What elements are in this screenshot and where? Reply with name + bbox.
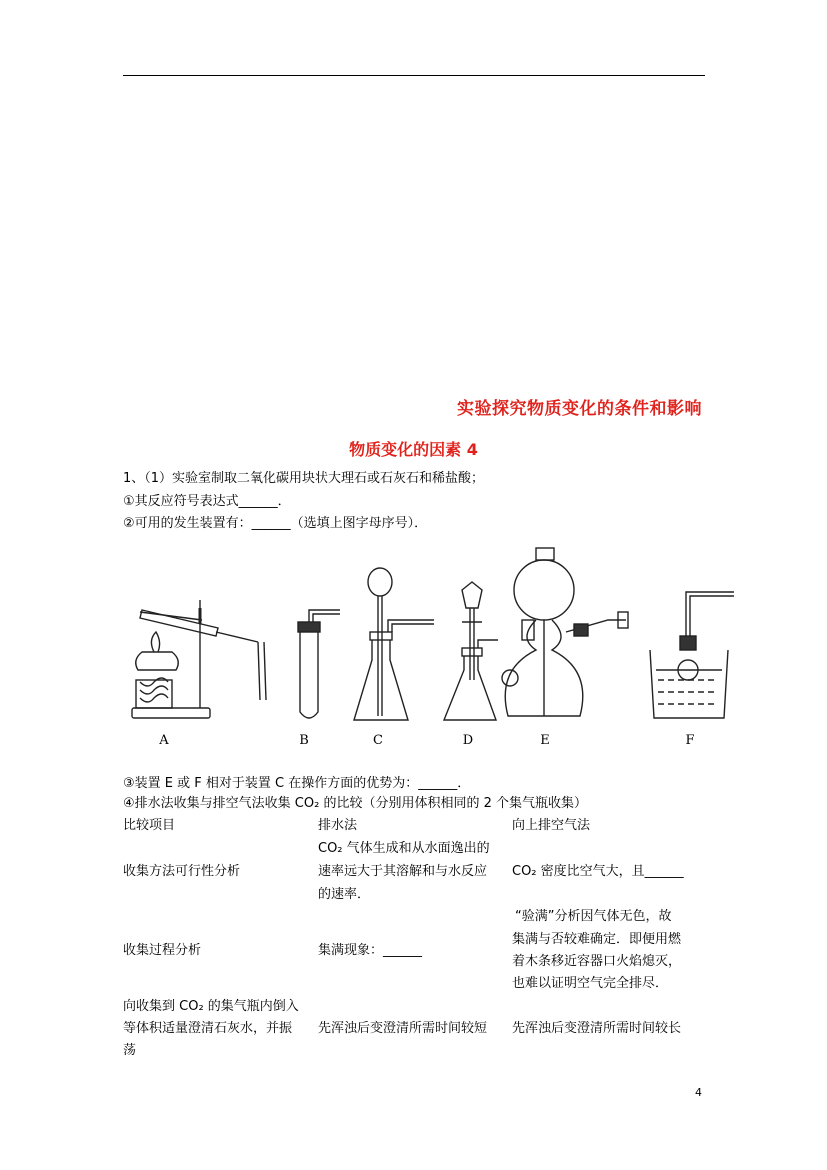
- apparatus-c: [354, 568, 434, 720]
- question-part-1: ①其反应符号表达式______．: [123, 494, 291, 509]
- apparatus-e: [502, 548, 628, 716]
- apparatus-b: [298, 610, 340, 718]
- table-header-item: 比较项目: [123, 818, 176, 833]
- question-part-2: ②可用的发生装置有：______（选填上图字母序号）．: [123, 516, 428, 531]
- row2-water: 集满现象：______: [318, 943, 423, 958]
- figure-label-d: D: [462, 733, 474, 748]
- table-header-air: 向上排空气法: [512, 818, 591, 833]
- row3-water: 先浑浊后变澄清所需时间较短: [318, 1021, 488, 1036]
- row1-label: 收集方法可行性分析: [123, 864, 241, 879]
- apparatus-a: [132, 600, 266, 718]
- apparatus-figure: [118, 540, 748, 750]
- figure-label-e: E: [540, 733, 550, 748]
- row3-label-line1: 向收集到 CO₂ 的集气瓶内倒入: [123, 999, 299, 1014]
- row3-air: 先浑浊后变澄清所需时间较长: [512, 1021, 682, 1036]
- row2-air-line3: 着木条移近容器口火焰熄灭，: [512, 954, 682, 969]
- row2-air-line4: 也难以证明空气完全排尽．: [512, 976, 669, 991]
- figure-label-c: C: [373, 733, 383, 748]
- row2-air-line2: 集满与否较难确定．即便用燃: [512, 932, 682, 947]
- row3-label-line3: 荡: [123, 1043, 137, 1058]
- page-number: 4: [695, 1086, 702, 1099]
- figure-label-a: A: [159, 733, 169, 748]
- figure-label-f: F: [685, 733, 695, 748]
- row1-air: CO₂ 密度比空气大，且______: [512, 864, 684, 879]
- row1-water-line3: 的速率．: [318, 887, 371, 902]
- header-rule: [123, 75, 705, 76]
- row2-label: 收集过程分析: [123, 943, 202, 958]
- row2-air-line1: “验满”分析因气体无色，故: [515, 909, 672, 924]
- table-header-water: 排水法: [318, 818, 358, 833]
- question-intro: 1、（1）实验室制取二氧化碳用块状大理石或石灰石和稀盐酸；: [123, 471, 485, 486]
- document-subtitle: 物质变化的因素 4: [349, 440, 478, 459]
- apparatus-d: [444, 582, 498, 720]
- question-part-4: ④排水法收集与排空气法收集 CO₂ 的比较（分别用体积相同的 2 个集气瓶收集）: [123, 796, 587, 811]
- row1-water-line1: CO₂ 气体生成和从水面逸出的: [318, 841, 490, 856]
- figure-label-b: B: [299, 733, 309, 748]
- document-title: 实验探究物质变化的条件和影响: [457, 399, 702, 419]
- row3-label-line2: 等体积适量澄清石灰水，并振: [123, 1021, 293, 1036]
- row1-water-line2: 速率远大于其溶解和与水反应: [318, 864, 488, 879]
- apparatus-f: [650, 592, 734, 718]
- question-part-3: ③装置 E 或 F 相对于装置 C 在操作方面的优势为：______．: [123, 776, 471, 791]
